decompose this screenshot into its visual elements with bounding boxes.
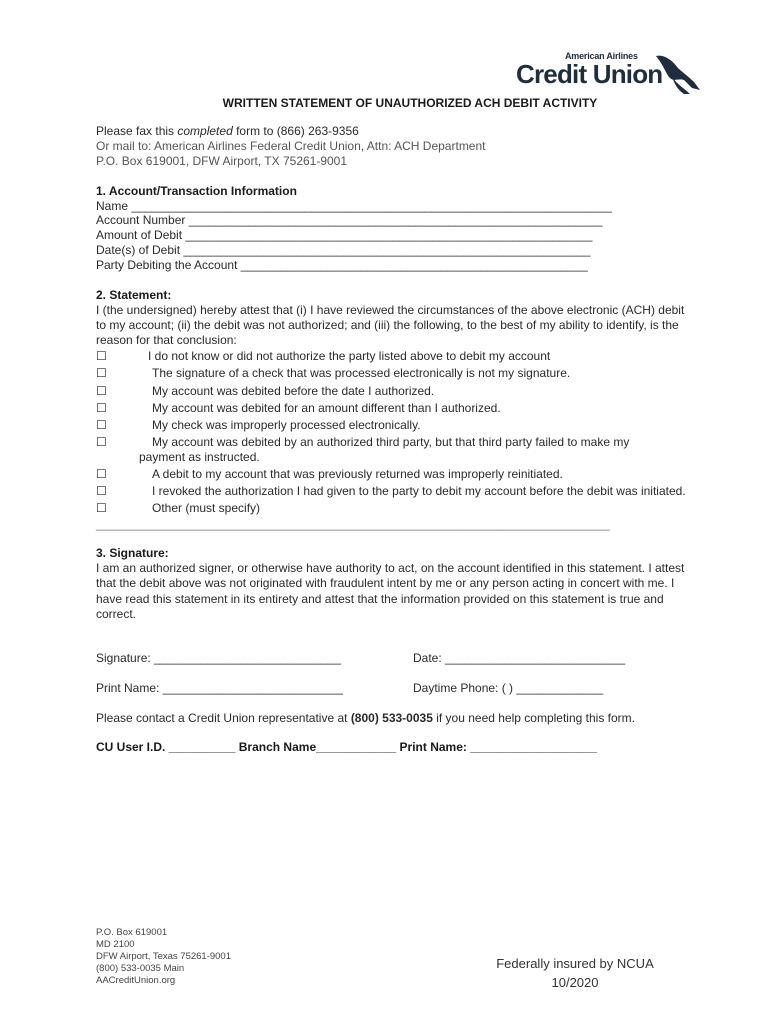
field-name[interactable]: Name ________________________________________________________________________ <box>96 199 612 213</box>
footer-address-line-3: DFW Airport, Texas 75261-9001 <box>96 951 232 962</box>
checkbox-option-1[interactable]: ☐ <box>96 349 107 363</box>
option-other-label: Other (must specify) <box>152 501 261 515</box>
footer-address-line-1: P.O. Box 619001 <box>96 927 168 938</box>
checkbox-option-4[interactable]: ☐ <box>96 401 107 415</box>
daytime-phone-field[interactable]: Daytime Phone: ( ) _____________ <box>413 681 604 695</box>
checkbox-option-other[interactable]: ☐ <box>96 501 107 515</box>
section2-heading: 2. Statement: <box>96 288 172 302</box>
statement-intro-line-3: reason for that conclusion: <box>96 333 237 347</box>
option-6-label-continuation: payment as instructed. <box>139 450 260 464</box>
form-revision-date: 10/2020 <box>551 975 599 990</box>
mail-address: P.O. Box 619001, DFW Airport, TX 75261-9001 <box>96 154 348 168</box>
logo-airline-text: American Airlines <box>565 51 638 61</box>
checkbox-option-7[interactable]: ☐ <box>96 467 107 481</box>
signature-text-line-1: I am an authorized signer, or otherwise have authority to act, on the account identified in this statement. I attest <box>96 561 685 575</box>
credit-union-use-line[interactable]: CU User I.D. __________ Branch Name____________ Print Name: ___________________ <box>96 740 598 754</box>
checkbox-option-2[interactable]: ☐ <box>96 366 107 380</box>
contact-text: Please contact a Credit Union representative at (800) 533-0035 if you need help completing this form. <box>96 711 635 725</box>
option-8-label: I revoked the authorization I had given to the party to debit my account before the debit was initiated. <box>152 484 686 498</box>
eagle-logo-icon <box>654 52 702 96</box>
ncua-notice: Federally insured by NCUA <box>496 956 654 971</box>
footer-address-line-2: MD 2100 <box>96 939 135 950</box>
option-2-label: The signature of a check that was processed electronically is not my signature. <box>152 366 571 380</box>
fax-instruction: Please fax this completed form to (866) 263-9356 <box>96 124 359 138</box>
option-3-label: My account was debited before the date I authorized. <box>152 384 435 398</box>
mail-instruction: Or mail to: American Airlines Federal Credit Union, Attn: ACH Department <box>96 139 486 153</box>
other-specify-line[interactable]: _____________________________________________________________________________ <box>96 517 610 531</box>
footer-phone: (800) 533-0035 Main <box>96 963 185 974</box>
option-7-label: A debit to my account that was previously returned was improperly reinitiated. <box>152 467 563 481</box>
statement-intro-line-1: I (the undersigned) hereby attest that (i) I have reviewed the circumstances of the above electronic (ACH) debit <box>96 303 685 317</box>
print-name-field[interactable]: Print Name: ___________________________ <box>96 681 343 695</box>
field-account-number[interactable]: Account Number ______________________________________________________________ <box>96 213 603 227</box>
option-4-label: My account was debited for an amount different than I authorized. <box>152 401 501 415</box>
option-1-label: I do not know or did not authorize the party listed above to debit my account <box>148 349 551 363</box>
signature-text-line-3: have read this statement in its entirety and attest that the information provided on this statement is true and <box>96 592 664 606</box>
statement-intro-line-2: to my account; (ii) the debit was not authorized; and (iii) the following, to the best of my ability to identify, is the <box>96 318 679 332</box>
field-party-debiting[interactable]: Party Debiting the Account ____________________________________________________ <box>96 258 588 272</box>
field-dates-of-debit[interactable]: Date(s) of Debit _____________________________________________________________ <box>96 243 591 257</box>
checkbox-option-3[interactable]: ☐ <box>96 384 107 398</box>
signature-text-line-4: correct. <box>96 607 137 621</box>
checkbox-option-8[interactable]: ☐ <box>96 484 107 498</box>
option-5-label: My check was improperly processed electronically. <box>152 418 421 432</box>
date-field[interactable]: Date: ___________________________ <box>413 651 626 665</box>
field-amount-of-debit[interactable]: Amount of Debit _____________________________________________________________ <box>96 228 593 242</box>
checkbox-option-5[interactable]: ☐ <box>96 418 107 432</box>
signature-field[interactable]: Signature: ____________________________ <box>96 651 341 665</box>
section3-heading: 3. Signature: <box>96 546 169 560</box>
signature-text-line-2: that the debit above was not originated with fraudulent intent by me or any person acting in concert with me. I <box>96 576 675 590</box>
section1-heading: 1. Account/Transaction Information <box>96 184 297 198</box>
form-title: WRITTEN STATEMENT OF UNAUTHORIZED ACH DEBIT ACTIVITY <box>222 96 598 110</box>
footer-website-link[interactable]: AACreditUnion.org <box>96 975 176 986</box>
option-6-label: My account was debited by an authorized third party, but that third party failed to make my <box>152 435 630 449</box>
logo-credit-union-text: Credit Union <box>516 59 663 89</box>
checkbox-option-6[interactable]: ☐ <box>96 435 107 449</box>
